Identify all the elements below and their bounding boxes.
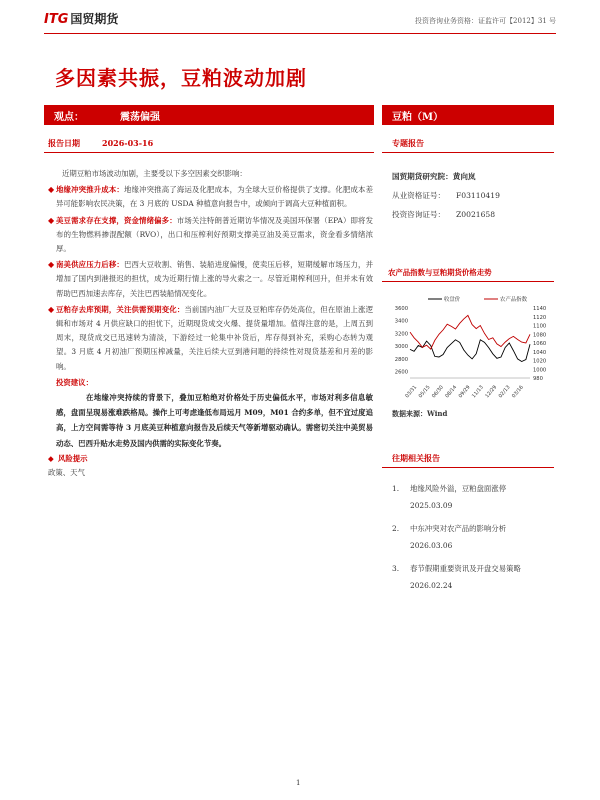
report-date-label: 报告日期: [48, 138, 80, 148]
viewpoint-value: 震荡偏强: [120, 111, 160, 123]
point-item: [48, 303, 373, 374]
y-left-tick-label: 3600: [394, 306, 408, 312]
past-report-date: 2026.02.24: [410, 581, 453, 590]
page-number: 1: [296, 779, 301, 787]
product-banner: [382, 105, 554, 125]
past-report-date: 2026.03.06: [410, 541, 453, 550]
y-right-tick-label: 1020: [533, 358, 547, 365]
point-head: 美豆需求存在支撑，资金情绪偏多：: [56, 215, 177, 225]
point-item: [48, 258, 373, 301]
cert1-label: 从业资格证号：: [392, 191, 446, 200]
series-line-agri-index: [410, 315, 530, 349]
past-report-item[interactable]: [392, 560, 557, 594]
cert1-row: [392, 186, 557, 205]
y-left-tick-label: 2600: [394, 369, 408, 376]
point-head: 地缘冲突推升成本：: [56, 185, 124, 195]
past-report-title: 地缘风险外溢，豆粕盘面涨停: [410, 484, 507, 493]
past-report-num: 2.: [392, 524, 400, 533]
point-text: 巴西大豆收割、销售、装船进度偏慢，使卖压后移，短期缓解市场压力，并增加了国内到港报迟的担忧，成为近期行情上涨的导火索之一。尽管近期榨利回升，但并未有效帮助巴西加速去库存，关注巴西装船情况变化。: [56, 260, 373, 298]
legend-label: 农产品指数: [500, 297, 527, 303]
y-right-tick-label: 980: [533, 376, 543, 382]
report-date-row: [48, 138, 175, 149]
analyst-name-line: [392, 167, 557, 186]
bullet-icon: ◆: [48, 215, 55, 225]
analyst-info: [392, 167, 557, 224]
chart-source: 数据来源：Wind: [392, 409, 448, 418]
risk-heading: [48, 452, 373, 466]
company-logo: [44, 10, 118, 27]
suggestion-heading: 投资建议：: [56, 377, 93, 387]
risk-heading-label: 风险提示: [58, 453, 88, 463]
suggestion-text: 在地缘冲突持续的背景下，叠加豆粕绝对价格处于历史偏低水平，市场对利多信息敏感，盘面呈现易涨难跌格局。操作上可考虑逢低布局远月 M09，M01 合约多单，但不宜过度追高，上方空间需等待 3 月底美豆种植意向报告及后续天气等新增驱动确认。需密切关注中美贸易动态、巴西升贴水走势及国内供需的实际变化节奏。: [56, 393, 373, 448]
analyst-name: 黄向岚: [452, 172, 476, 181]
point-head: 南美供应压力后移：: [56, 260, 124, 270]
y-right-tick-label: 1060: [533, 341, 547, 347]
x-tick-label: 03/16: [510, 384, 525, 400]
series-line-close-price: [410, 340, 530, 362]
y-left-tick-label: 3000: [394, 344, 408, 351]
legend-label: 收盘价: [444, 297, 461, 303]
x-tick-label: 12/29: [484, 384, 499, 400]
point-item: [48, 214, 373, 257]
divider-right: [382, 152, 554, 153]
page-header: [44, 8, 556, 34]
y-right-tick-label: 1080: [533, 332, 547, 339]
x-tick-label: 11/13: [470, 384, 485, 400]
y-left-tick-label: 3200: [394, 331, 408, 338]
past-report-date: 2025.03.09: [410, 501, 453, 510]
viewpoint-label: 观点：: [54, 111, 84, 123]
cert2-value: Z0021658: [456, 210, 496, 219]
license-text: 投资咨询业务资格：证监许可【2012】31 号: [415, 17, 556, 25]
cert2-row: [392, 205, 557, 224]
y-right-tick-label: 1140: [533, 306, 547, 312]
past-report-item[interactable]: [392, 520, 557, 554]
past-reports-divider: [382, 467, 554, 468]
divider-left: [44, 152, 374, 153]
y-right-tick-label: 1100: [533, 323, 547, 330]
point-text: 地缘冲突推高了海运及化肥成本，为全球大豆价格提供了支撑。化肥成本差异可能影响农民决策，在 3 月底的 USDA 种植意向报告中，或倾向于调高大豆种植面积。: [56, 185, 373, 209]
x-tick-label: 08/14: [444, 384, 459, 400]
x-tick-label: 05/15: [417, 384, 432, 400]
viewpoint-banner: [44, 105, 374, 125]
main-content: [48, 167, 373, 480]
past-reports-title: 往期相关报告: [392, 453, 440, 463]
point-item: [48, 183, 373, 211]
y-right-tick-label: 1000: [533, 367, 547, 374]
y-left-tick-label: 2800: [394, 356, 408, 363]
report-date-value: 2026-03-16: [102, 138, 154, 148]
x-tick-label: 03/31: [404, 384, 419, 400]
y-right-tick-label: 1120: [533, 314, 547, 321]
y-left-tick-label: 3400: [394, 318, 408, 325]
bullet-icon: ◆: [48, 260, 55, 270]
product-name: 豆粕（M）: [392, 111, 444, 123]
past-report-title: 中东冲突对农产品的影响分析: [410, 524, 507, 533]
x-tick-label: 06/30: [430, 384, 445, 400]
risk-text: 政策、天气: [48, 468, 85, 478]
bullet-icon: ◆: [48, 185, 55, 195]
bullet-icon: ◆: [48, 304, 55, 314]
logo-cn: 国贸期货: [70, 12, 119, 26]
cert2-label: 投资咨询证号：: [392, 210, 446, 219]
y-right-tick-label: 1040: [533, 349, 547, 356]
chart-title-divider: [382, 281, 554, 282]
x-tick-label: 09/29: [457, 384, 472, 400]
point-text: 市场关注特朗普近期访华情况及美国环保署（EPA）即将发布的生物燃料掺混配额（RVO），出口和压榨利好预期支撑美豆油及美豆需求，资金看多情绪浓厚。: [56, 215, 373, 254]
x-tick-label: 02/13: [497, 384, 512, 400]
report-type: 专题报告: [392, 138, 424, 148]
chart-title: 农产品指数与豆粕期货价格走势: [388, 268, 492, 277]
past-reports-list: [392, 480, 557, 600]
past-report-num: 1.: [392, 484, 400, 493]
institute-label: 国贸期货研究院：: [392, 172, 453, 181]
bullet-icon: ◆: [48, 453, 54, 463]
cert1-value: F03110419: [456, 191, 500, 200]
point-text: 当前国内油厂大豆及豆粕库存仍处高位，但在原油上涨逻辑和市场对 4 月供应缺口的担忧下，近期现货成交火爆、提货量增加。值得注意的是，上周五到周末，现货成交已迅速转为清淡，下游经过一轮集中补货后，库存得到补充，采购心态转为观望。3 月底 4 月初油厂预期压榨减量，关注后续大豆到港问题的持续性对现货基差和月差的影响。: [56, 304, 373, 371]
past-report-item[interactable]: [392, 480, 557, 514]
intro-paragraph: 近期豆粕市场波动加剧，主要受以下多空因素交织影响：: [62, 169, 247, 178]
point-head: 豆粕存去库预期，关注供需预期变化：: [56, 304, 185, 314]
past-report-num: 3.: [392, 564, 400, 573]
report-title: 多因素共振，豆粕波动加剧: [55, 66, 307, 90]
price-chart: [380, 290, 558, 400]
past-report-title: 春节假期重要资讯及开盘交易策略: [410, 564, 521, 573]
logo-itg: ITG: [44, 12, 69, 27]
